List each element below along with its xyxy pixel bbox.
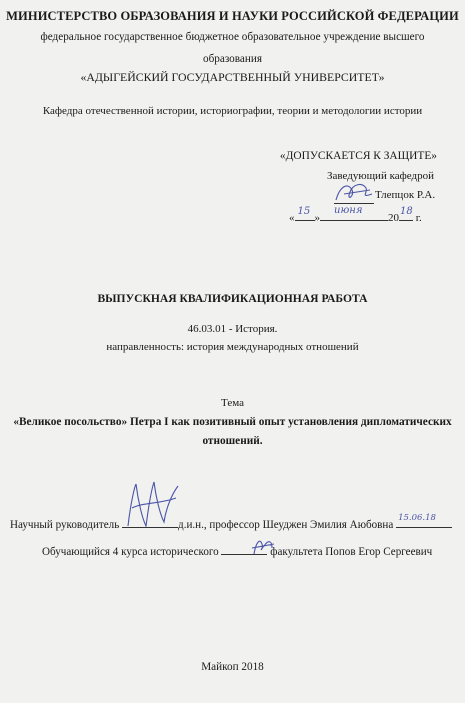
date-day-field [295,206,315,221]
supervisor-details: д.и.н., профессор Шеуджен Эмилия Аюбовна [178,519,394,531]
date-year-suffix: 18 [400,206,413,217]
date-year-field [399,206,413,221]
head-signature [330,176,378,208]
date-month-field [320,205,388,221]
specialty-direction: направленность: история международных отношений [106,341,359,353]
date-year-unit: г. [413,212,422,224]
date-open-quote: « [289,212,295,224]
supervisor-label: Научный руководитель [10,519,120,531]
city-year: Майкоп 2018 [201,661,264,673]
student-prefix: Обучающийся 4 курса исторического [42,546,219,558]
ministry-heading: МИНИСТЕРСТВО ОБРАЗОВАНИЯ И НАУКИ РОССИЙСКОЙ ФЕДЕРАЦИИ [6,9,459,23]
institution-line-1: федеральное государственное бюджетное образовательное учреждение высшего [40,31,425,43]
head-of-department-name: Тлепцок Р.А. [375,189,436,201]
supervisor-date-field [396,513,452,528]
date-year-prefix: 20 [388,212,399,224]
student-signature [248,534,278,558]
topic-line-2: отношений. [202,435,263,447]
admit-to-defense: «ДОПУСКАЕТСЯ К ЗАЩИТЕ» [279,150,437,162]
head-of-department-label: Заведующий кафедрой [327,170,434,182]
student-line [42,543,432,558]
university-name: «АДЫГЕЙСКИЙ ГОСУДАРСТВЕННЫЙ УНИВЕРСИТЕТ» [80,70,385,84]
supervisor-date-value: 15.06.18 [398,513,436,523]
topic-line-1: «Великое посольство» Петра I как позитивный опыт установления дипломатических [13,416,452,428]
student-suffix: факультета Попов Егор Сергеевич [270,546,433,558]
institution-line-2: образования [202,53,262,65]
supervisor-signature [120,478,184,530]
work-title: ВЫПУСКНАЯ КВАЛИФИКАЦИОННАЯ РАБОТА [97,292,368,305]
date-day-value: 15 [297,206,311,217]
date-close-quote: » [314,212,320,224]
department-name: Кафедра отечественной истории, историографии, теории и методологии истории [42,105,423,117]
date-month-value: июня [334,205,363,216]
approval-date [289,205,422,224]
specialty-code: 46.03.01 - История. [187,323,278,335]
topic-label: Тема [221,397,244,409]
supervisor-line [10,513,452,531]
